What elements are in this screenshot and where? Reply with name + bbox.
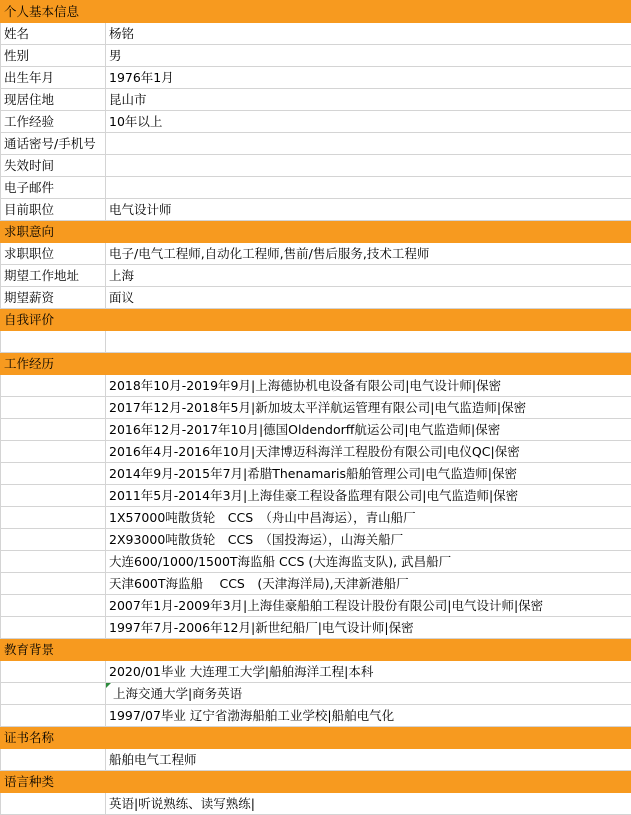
empty-cell[interactable] bbox=[1, 375, 106, 397]
work-row bbox=[1, 463, 631, 485]
field-value[interactable]: 10年以上 bbox=[106, 111, 631, 133]
field-label[interactable]: 失效时间 bbox=[1, 155, 106, 177]
field-label[interactable]: 求职职位 bbox=[1, 243, 106, 265]
empty-cell[interactable] bbox=[1, 485, 106, 507]
empty-cell[interactable] bbox=[1, 705, 106, 727]
field-value[interactable]: 电气设计师 bbox=[106, 199, 631, 221]
section-header-work bbox=[1, 353, 631, 375]
section-header-education bbox=[1, 639, 631, 661]
self-eval-row bbox=[1, 331, 631, 353]
section-title[interactable]: 求职意向 bbox=[1, 221, 631, 243]
empty-cell[interactable] bbox=[1, 595, 106, 617]
empty-cell[interactable] bbox=[1, 617, 106, 639]
education-row bbox=[1, 661, 631, 683]
self-eval-text[interactable] bbox=[106, 331, 631, 353]
section-title[interactable]: 证书名称 bbox=[1, 727, 631, 749]
section-header-languages bbox=[1, 771, 631, 793]
empty-cell[interactable] bbox=[1, 749, 106, 771]
work-row bbox=[1, 595, 631, 617]
field-value[interactable] bbox=[106, 155, 631, 177]
work-entry[interactable]: 2007年1月-2009年3月|上海佳豪船舶工程设计股份有限公司|电气设计师|保密 bbox=[106, 595, 631, 617]
work-entry[interactable]: 大连600/1000/1500T海监船 CCS (大连海监支队), 武昌船厂 bbox=[106, 551, 631, 573]
work-row bbox=[1, 397, 631, 419]
empty-cell[interactable] bbox=[1, 793, 106, 815]
work-row bbox=[1, 485, 631, 507]
work-row bbox=[1, 551, 631, 573]
empty-cell[interactable] bbox=[1, 397, 106, 419]
field-value[interactable]: 昆山市 bbox=[106, 89, 631, 111]
language-row bbox=[1, 793, 631, 815]
section-title[interactable]: 教育背景 bbox=[1, 639, 631, 661]
field-value[interactable] bbox=[106, 133, 631, 155]
field-value[interactable]: 杨铭 bbox=[106, 23, 631, 45]
education-entry[interactable]: 上海交通大学|商务英语 bbox=[106, 683, 631, 705]
empty-cell[interactable] bbox=[1, 331, 106, 353]
basic-info-row bbox=[1, 155, 631, 177]
field-label[interactable]: 通话密号/手机号 bbox=[1, 133, 106, 155]
empty-cell[interactable] bbox=[1, 507, 106, 529]
empty-cell[interactable] bbox=[1, 441, 106, 463]
field-label[interactable]: 姓名 bbox=[1, 23, 106, 45]
field-label[interactable]: 目前职位 bbox=[1, 199, 106, 221]
intent-row bbox=[1, 243, 631, 265]
field-value[interactable] bbox=[106, 177, 631, 199]
field-label[interactable]: 现居住地 bbox=[1, 89, 106, 111]
work-row bbox=[1, 529, 631, 551]
basic-info-row bbox=[1, 177, 631, 199]
section-title[interactable]: 个人基本信息 bbox=[1, 1, 631, 23]
work-row bbox=[1, 573, 631, 595]
work-entry[interactable]: 2016年12月-2017年10月|德国Oldendorff航运公司|电气监造师|保密 bbox=[106, 419, 631, 441]
section-title[interactable]: 语言种类 bbox=[1, 771, 631, 793]
education-entry[interactable]: 1997/07毕业 辽宁省渤海船舶工业学校|船舶电气化 bbox=[106, 705, 631, 727]
basic-info-row bbox=[1, 199, 631, 221]
field-value[interactable]: 电子/电气工程师,自动化工程师,售前/售后服务,技术工程师 bbox=[106, 243, 631, 265]
work-entry[interactable]: 2018年10月-2019年9月|上海德协机电设备有限公司|电气设计师|保密 bbox=[106, 375, 631, 397]
empty-cell[interactable] bbox=[1, 661, 106, 683]
empty-cell[interactable] bbox=[1, 573, 106, 595]
empty-cell[interactable] bbox=[1, 683, 106, 705]
language-entry[interactable]: 英语|听说熟练、读写熟练| bbox=[106, 793, 631, 815]
work-entry[interactable]: 2011年5月-2014年3月|上海佳豪工程设备监理有限公司|电气监造师|保密 bbox=[106, 485, 631, 507]
section-title[interactable]: 自我评价 bbox=[1, 309, 631, 331]
empty-cell[interactable] bbox=[1, 551, 106, 573]
certificate-row bbox=[1, 749, 631, 771]
work-row bbox=[1, 375, 631, 397]
work-row bbox=[1, 507, 631, 529]
field-value[interactable]: 1976年1月 bbox=[106, 67, 631, 89]
field-label[interactable]: 期望工作地址 bbox=[1, 265, 106, 287]
section-header-intent bbox=[1, 221, 631, 243]
basic-info-row bbox=[1, 89, 631, 111]
field-label[interactable]: 出生年月 bbox=[1, 67, 106, 89]
empty-cell[interactable] bbox=[1, 463, 106, 485]
education-row bbox=[1, 683, 631, 705]
field-value[interactable]: 面议 bbox=[106, 287, 631, 309]
intent-row bbox=[1, 265, 631, 287]
section-title[interactable]: 工作经历 bbox=[1, 353, 631, 375]
field-value[interactable]: 上海 bbox=[106, 265, 631, 287]
work-entry[interactable]: 2016年4月-2016年10月|天津博迈科海洋工程股份有限公司|电仪QC|保密 bbox=[106, 441, 631, 463]
field-label[interactable]: 期望薪资 bbox=[1, 287, 106, 309]
field-label[interactable]: 电子邮件 bbox=[1, 177, 106, 199]
work-row bbox=[1, 419, 631, 441]
field-value[interactable]: 男 bbox=[106, 45, 631, 67]
field-label[interactable]: 工作经验 bbox=[1, 111, 106, 133]
work-entry[interactable]: 2017年12月-2018年5月|新加坡太平洋航运管理有限公司|电气监造师|保密 bbox=[106, 397, 631, 419]
section-header-self-eval bbox=[1, 309, 631, 331]
field-label[interactable]: 性别 bbox=[1, 45, 106, 67]
work-entry[interactable]: 1X57000吨散货轮 CCS （舟山中昌海运），青山船厂 bbox=[106, 507, 631, 529]
section-header-certificates bbox=[1, 727, 631, 749]
work-entry[interactable]: 2X93000吨散货轮 CCS （国投海运），山海关船厂 bbox=[106, 529, 631, 551]
education-row bbox=[1, 705, 631, 727]
certificate-entry[interactable]: 船舶电气工程师 bbox=[106, 749, 631, 771]
empty-cell[interactable] bbox=[1, 419, 106, 441]
work-entry[interactable]: 1997年7月-2006年12月|新世纪船厂|电气设计师|保密 bbox=[106, 617, 631, 639]
basic-info-row bbox=[1, 45, 631, 67]
work-entry[interactable]: 2014年9月-2015年7月|希腊Thenamaris船舶管理公司|电气监造师|保密 bbox=[106, 463, 631, 485]
basic-info-row bbox=[1, 133, 631, 155]
empty-cell[interactable] bbox=[1, 529, 106, 551]
basic-info-row bbox=[1, 67, 631, 89]
work-row bbox=[1, 617, 631, 639]
work-row bbox=[1, 441, 631, 463]
work-entry[interactable]: 天津600T海监船 CCS (天津海洋局),天津新港船厂 bbox=[106, 573, 631, 595]
basic-info-row bbox=[1, 111, 631, 133]
education-entry[interactable]: 2020/01毕业 大连理工大学|船舶海洋工程|本科 bbox=[106, 661, 631, 683]
intent-row bbox=[1, 287, 631, 309]
section-header-basic bbox=[1, 1, 631, 23]
basic-info-row bbox=[1, 23, 631, 45]
